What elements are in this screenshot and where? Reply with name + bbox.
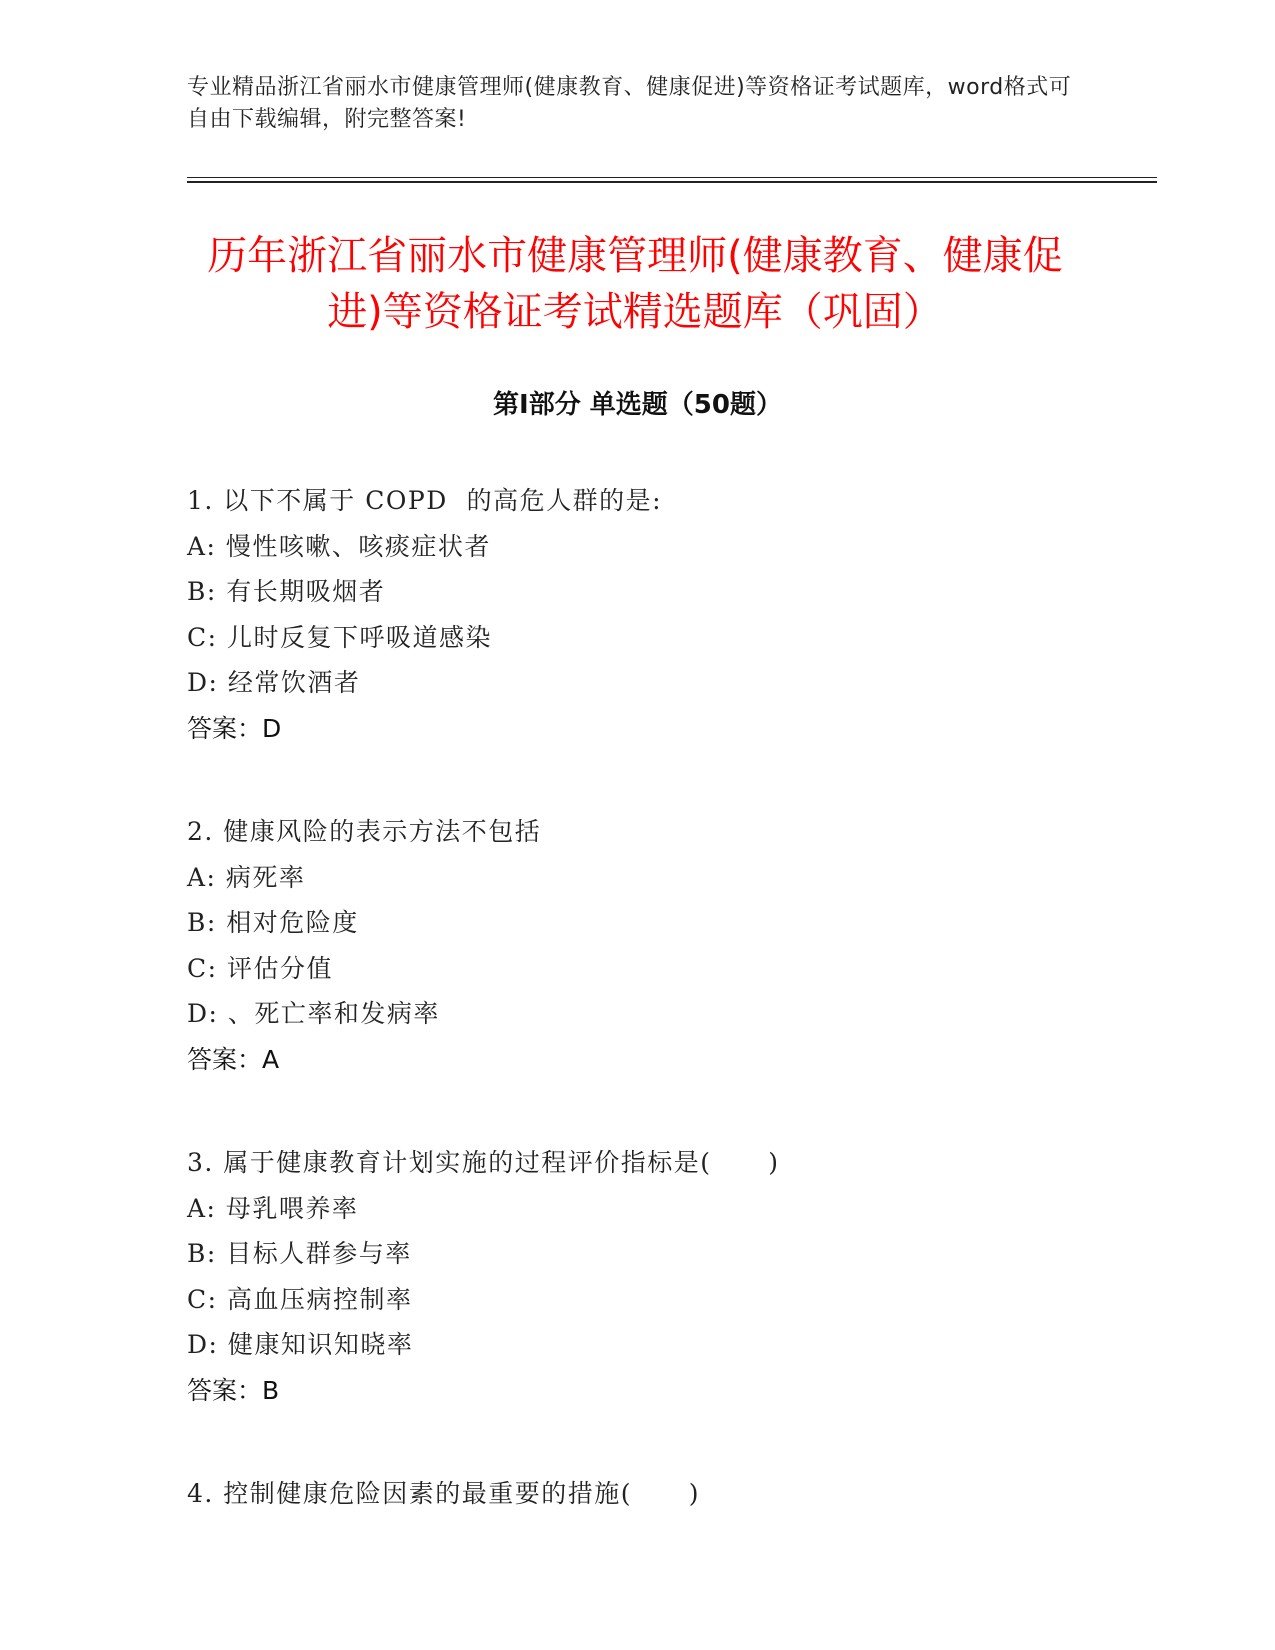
- header-divider-thin: [187, 177, 1157, 178]
- option-c: C: 评估分值: [187, 953, 333, 983]
- question-stem: 2. 健康风险的表示方法不包括: [187, 817, 542, 846]
- option-b: B: 相对危险度: [187, 908, 359, 937]
- document-title: 历年浙江省丽水市健康管理师(健康教育、健康促进)等资格证考试精选题库（巩固）: [207, 233, 1063, 335]
- question-4: [187, 1471, 1087, 1517]
- question-list: [187, 478, 1087, 1575]
- question-1: [187, 478, 1087, 751]
- option-d: D: 经常饮酒者: [187, 668, 361, 697]
- option-c: C: 高血压病控制率: [187, 1284, 413, 1314]
- answer: 答案：B: [187, 1375, 280, 1405]
- question-2: [187, 809, 1087, 1082]
- question-stem: 4. 控制健康危险因素的最重要的措施( ): [187, 1479, 700, 1508]
- option-b: B: 有长期吸烟者: [187, 577, 386, 606]
- option-d: D: 、死亡率和发病率: [187, 999, 440, 1028]
- section-heading: 第Ⅰ部分 单选题（50题）: [493, 390, 782, 420]
- option-a: A: 病死率: [187, 862, 306, 892]
- header-note: 专业精品浙江省丽水市健康管理师(健康教育、健康促进)等资格证考试题库，word格式可自由下载编辑，附完整答案!: [187, 75, 1072, 132]
- answer: 答案：D: [187, 713, 282, 743]
- question-stem: 3. 属于健康教育计划实施的过程评价指标是( ): [187, 1148, 780, 1177]
- answer: 答案：A: [187, 1044, 280, 1074]
- option-d: D: 健康知识知晓率: [187, 1330, 414, 1359]
- header-divider-thick: [187, 181, 1157, 183]
- question-stem: 1. 以下不属于 COPD 的高危人群的是:: [187, 486, 663, 515]
- option-c: C: 儿时反复下呼吸道感染: [187, 622, 492, 652]
- question-3: [187, 1140, 1087, 1413]
- option-a: A: 慢性咳嗽、咳痰症状者: [187, 531, 491, 561]
- option-b: B: 目标人群参与率: [187, 1239, 412, 1268]
- option-a: A: 母乳喂养率: [187, 1193, 359, 1223]
